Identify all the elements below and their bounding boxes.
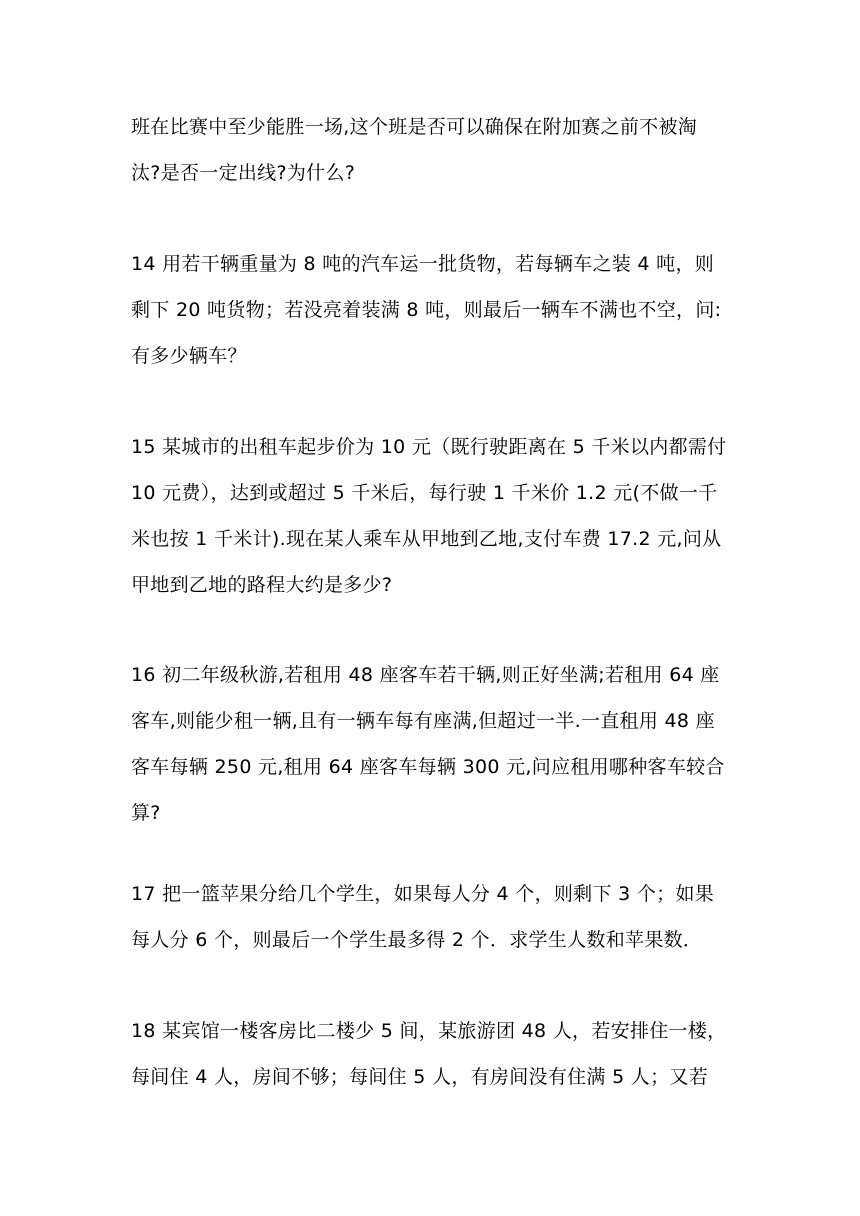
problem-15-line: 甲地到乙地的路程大约是多少? [131, 574, 393, 596]
problem-15-line: 10 元费），达到或超过 5 千米后，每行驶 1 千米价 1.2 元(不做一千 [131, 482, 718, 504]
problem-17-line: 17 把一篮苹果分给几个学生，如果每人分 4 个，则剩下 3 个；如果 [131, 883, 715, 905]
problem-14-line: 14 用若干辆重量为 8 吨的汽车运一批货物，若每辆车之装 4 吨，则 [131, 253, 715, 275]
problem-16-line: 客车,则能少租一辆,且有一辆车每有座满,但超过一半.一直租用 48 座 [131, 710, 715, 732]
problem-14-line: 有多少辆车？ [131, 345, 247, 367]
problem-14-line: 剩下 20 吨货物；若没亮着装满 8 吨，则最后一辆车不满也不空，问: [131, 299, 722, 321]
problem-18-line: 每间住 4 人，房间不够；每间住 5 人，有房间没有住满 5 人；又若 [131, 1066, 709, 1088]
problem-18-line: 18 某宾馆一楼客房比二楼少 5 间，某旅游团 48 人，若安排住一楼， [131, 1020, 727, 1042]
text-line: 班在比赛中至少能胜一场,这个班是否可以确保在附加赛之前不被淘 [131, 116, 698, 138]
problem-16-line: 16 初二年级秋游,若租用 48 座客车若干辆,则正好坐满;若租用 64 座 [131, 664, 720, 686]
problem-15-line: 米也按 1 千米计).现在某人乘车从甲地到乙地,支付车费 17.2 元,问从 [131, 528, 722, 550]
problem-17-line: 每人分 6 个，则最后一个学生最多得 2 个．求学生人数和苹果数． [131, 929, 703, 951]
text-line: 汰?是否一定出线?为什么? [131, 162, 356, 184]
problem-16-line: 客车每辆 250 元,租用 64 座客车每辆 300 元,问应租用哪种客车较合 [131, 756, 725, 778]
problem-15-line: 15 某城市的出租车起步价为 10 元（既行驶距离在 5 千米以内都需付 [131, 436, 727, 458]
problem-16-line: 算? [131, 802, 161, 824]
